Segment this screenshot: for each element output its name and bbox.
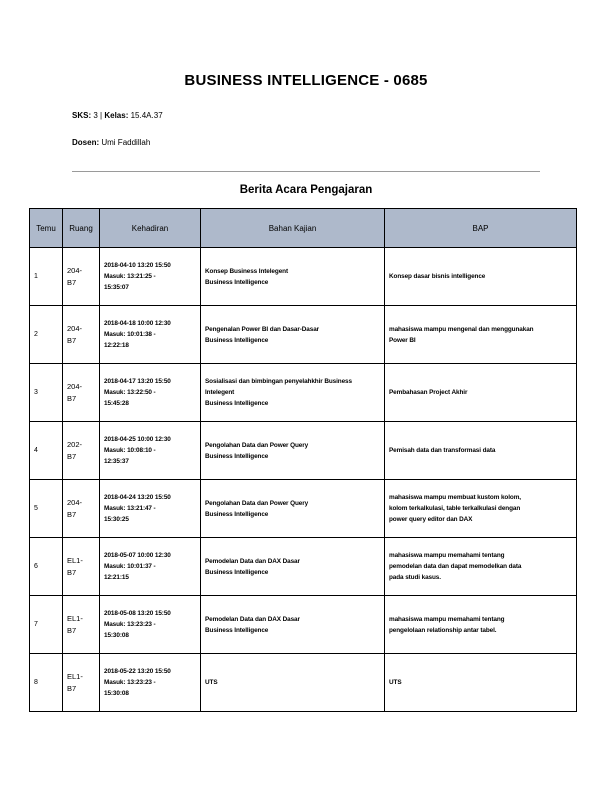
bahan-line: Business Intelligence [205,336,269,344]
kehadiran-line: 2018-04-17 13:20 15:50 [104,378,171,385]
bahan-line: Business Intelligence [205,568,269,576]
bap-line: Pemisah data dan transformasi data [389,447,496,454]
bap-line: Konsep dasar bisnis intelligence [389,273,486,280]
cell-ruang [63,422,100,480]
bahan-line: Pengenalan Power BI dan Dasar-Dasar [205,325,320,333]
kehadiran-line: 2018-04-24 13:20 15:50 [104,494,171,501]
dosen-value: Umi Faddillah [101,138,151,147]
temu-value: 7 [34,621,38,628]
bap-line: pada studi kasus. [389,574,441,581]
kehadiran-line: 15:30:08 [104,632,129,639]
header-kehadiran: Kehadiran [100,209,201,248]
divider [72,171,540,172]
bap-line: mahasiswa mampu memahami tentang [389,552,505,559]
temu-value: 2 [34,331,38,338]
table-row [30,596,577,654]
bahan-line: Pemodelan Data dan DAX Dasar [205,557,300,565]
ruang-line: B7 [67,625,77,635]
cell-temu [30,480,63,538]
ruang-line: B7 [67,277,77,287]
bahan-line: Konsep Business Intelegent [205,267,288,275]
cell-bap [385,538,577,596]
cell-bap [385,480,577,538]
ruang-line: EL1- [67,613,83,623]
cell-ruang [63,654,100,712]
cell-kehadiran [100,480,201,538]
attendance-table [29,208,577,712]
temu-value: 5 [34,505,38,512]
cell-temu [30,538,63,596]
bahan-line: Business Intelligence [205,452,269,460]
cell-bahan-kajian [201,248,385,306]
course-info [72,111,163,120]
cell-kehadiran [100,248,201,306]
ruang-line: EL1- [67,671,83,681]
lecturer-info [72,138,150,147]
document-title: BUSINESS INTELLIGENCE - 0685 [184,72,428,89]
cell-bahan-kajian [201,306,385,364]
cell-kehadiran [100,596,201,654]
kehadiran-line: 2018-04-25 10:00 12:30 [104,436,171,443]
kehadiran-line: 2018-05-08 13:20 15:50 [104,610,171,617]
bap-line: mahasiswa mampu memahami tentang [389,615,505,623]
cell-bap [385,596,577,654]
cell-kehadiran [100,654,201,712]
kehadiran-line: 12:22:18 [104,342,129,349]
kehadiran-line: Masuk: 10:01:37 - [104,563,156,570]
ruang-line: B7 [67,683,77,693]
bap-line: pengelolaan relationship antar tabel. [389,626,497,634]
ruang-line: 202- [67,439,83,449]
temu-value: 6 [34,563,38,570]
temu-value: 8 [34,679,38,686]
cell-ruang [63,364,100,422]
kehadiran-line: Masuk: 10:01:38 - [104,331,156,338]
cell-bap [385,306,577,364]
ruang-line: 204- [67,265,83,275]
bap-line: mahasiswa mampu mengenal dan menggunakan [389,325,534,333]
cell-bap [385,364,577,422]
kehadiran-line: 2018-05-07 10:00 12:30 [104,552,171,559]
header-temu: Temu [30,209,63,248]
cell-ruang [63,306,100,364]
cell-temu [30,364,63,422]
ruang-line: EL1- [67,555,83,565]
bahan-line: Business Intelligence [205,626,269,634]
cell-bahan-kajian [201,596,385,654]
bahan-line: Business Intelligence [205,510,269,518]
cell-ruang [63,596,100,654]
kehadiran-line: 15:30:08 [104,690,129,697]
kehadiran-line: Masuk: 13:23:23 - [104,621,156,628]
ruang-line: B7 [67,335,77,345]
cell-temu [30,596,63,654]
table-row [30,538,577,596]
kehadiran-line: 2018-04-10 13:20 15:50 [104,262,171,269]
bap-line: Power BI [389,336,416,344]
cell-ruang [63,480,100,538]
bap-line: mahasiswa mampu membuat kustom kolom, [389,494,521,501]
table-row [30,248,577,306]
cell-kehadiran [100,538,201,596]
sks-label: SKS: [72,111,92,120]
bap-line: UTS [389,679,402,686]
kehadiran-line: 15:30:25 [104,516,129,523]
bahan-line: Sosialisasi dan bimbingan penyelahkhir Business [205,378,352,385]
kehadiran-line: 12:21:15 [104,574,129,581]
cell-ruang [63,248,100,306]
ruang-line: B7 [67,393,77,403]
kehadiran-line: Masuk: 13:21:25 - [104,273,156,280]
bahan-line: Intelegent [205,389,235,396]
bap-line: kolom terkalkulasi, table terkalkulasi dengan [389,505,521,512]
cell-bap [385,422,577,480]
ruang-line: 204- [67,381,83,391]
kehadiran-line: 2018-05-22 13:20 15:50 [104,668,171,675]
cell-temu [30,654,63,712]
kelas-label: Kelas: [104,111,129,120]
cell-bahan-kajian [201,422,385,480]
cell-bahan-kajian [201,364,385,422]
table-header-row [30,209,577,248]
cell-bahan-kajian [201,480,385,538]
cell-kehadiran [100,306,201,364]
temu-value: 4 [34,447,38,454]
ruang-line: 204- [67,497,83,507]
cell-temu [30,422,63,480]
cell-bap [385,248,577,306]
bahan-line: UTS [205,679,218,686]
cell-temu [30,248,63,306]
bap-line: power query editor dan DAX [389,516,473,523]
bahan-line: Business Intelligence [205,278,269,286]
dosen-label: Dosen: [72,138,100,147]
sks-value: 3 [93,111,98,120]
kelas-value: 15.4A.37 [130,111,163,120]
kehadiran-line: 12:35:37 [104,458,129,465]
kehadiran-line: 15:45:28 [104,400,129,407]
cell-kehadiran [100,364,201,422]
ruang-line: B7 [67,451,77,461]
temu-value: 1 [34,273,38,280]
ruang-line: B7 [67,567,77,577]
table-row [30,654,577,712]
kehadiran-line: Masuk: 10:08:10 - [104,447,156,454]
kehadiran-line: Masuk: 13:21:47 - [104,505,156,512]
kehadiran-line: Masuk: 13:22:50 - [104,389,156,396]
header-bahan-kajian: Bahan Kajian [201,209,385,248]
table-row [30,306,577,364]
cell-ruang [63,538,100,596]
table-row [30,364,577,422]
table-row [30,422,577,480]
ruang-line: 204- [67,323,83,333]
kehadiran-line: Masuk: 13:23:23 - [104,679,156,686]
bap-line: Pembahasan Project Akhir [389,389,468,396]
kehadiran-line: 2018-04-18 10:00 12:30 [104,320,171,327]
table-row [30,480,577,538]
bahan-line: Pengolahan Data dan Power Query [205,441,309,449]
ruang-line: B7 [67,509,77,519]
cell-temu [30,306,63,364]
cell-bap [385,654,577,712]
header-bap: BAP [385,209,577,248]
separator: | [100,111,103,120]
cell-bahan-kajian [201,538,385,596]
section-title: Berita Acara Pengajaran [239,184,373,196]
bahan-line: Pemodelan Data dan DAX Dasar [205,615,300,623]
bahan-line: Business Intelligence [205,400,269,407]
temu-value: 3 [34,389,38,396]
kehadiran-line: 15:35:07 [104,284,129,291]
bap-line: pemodelan data dan dapat memodelkan data [389,563,522,570]
cell-kehadiran [100,422,201,480]
cell-bahan-kajian [201,654,385,712]
header-ruang: Ruang [63,209,100,248]
bahan-line: Pengolahan Data dan Power Query [205,499,309,507]
